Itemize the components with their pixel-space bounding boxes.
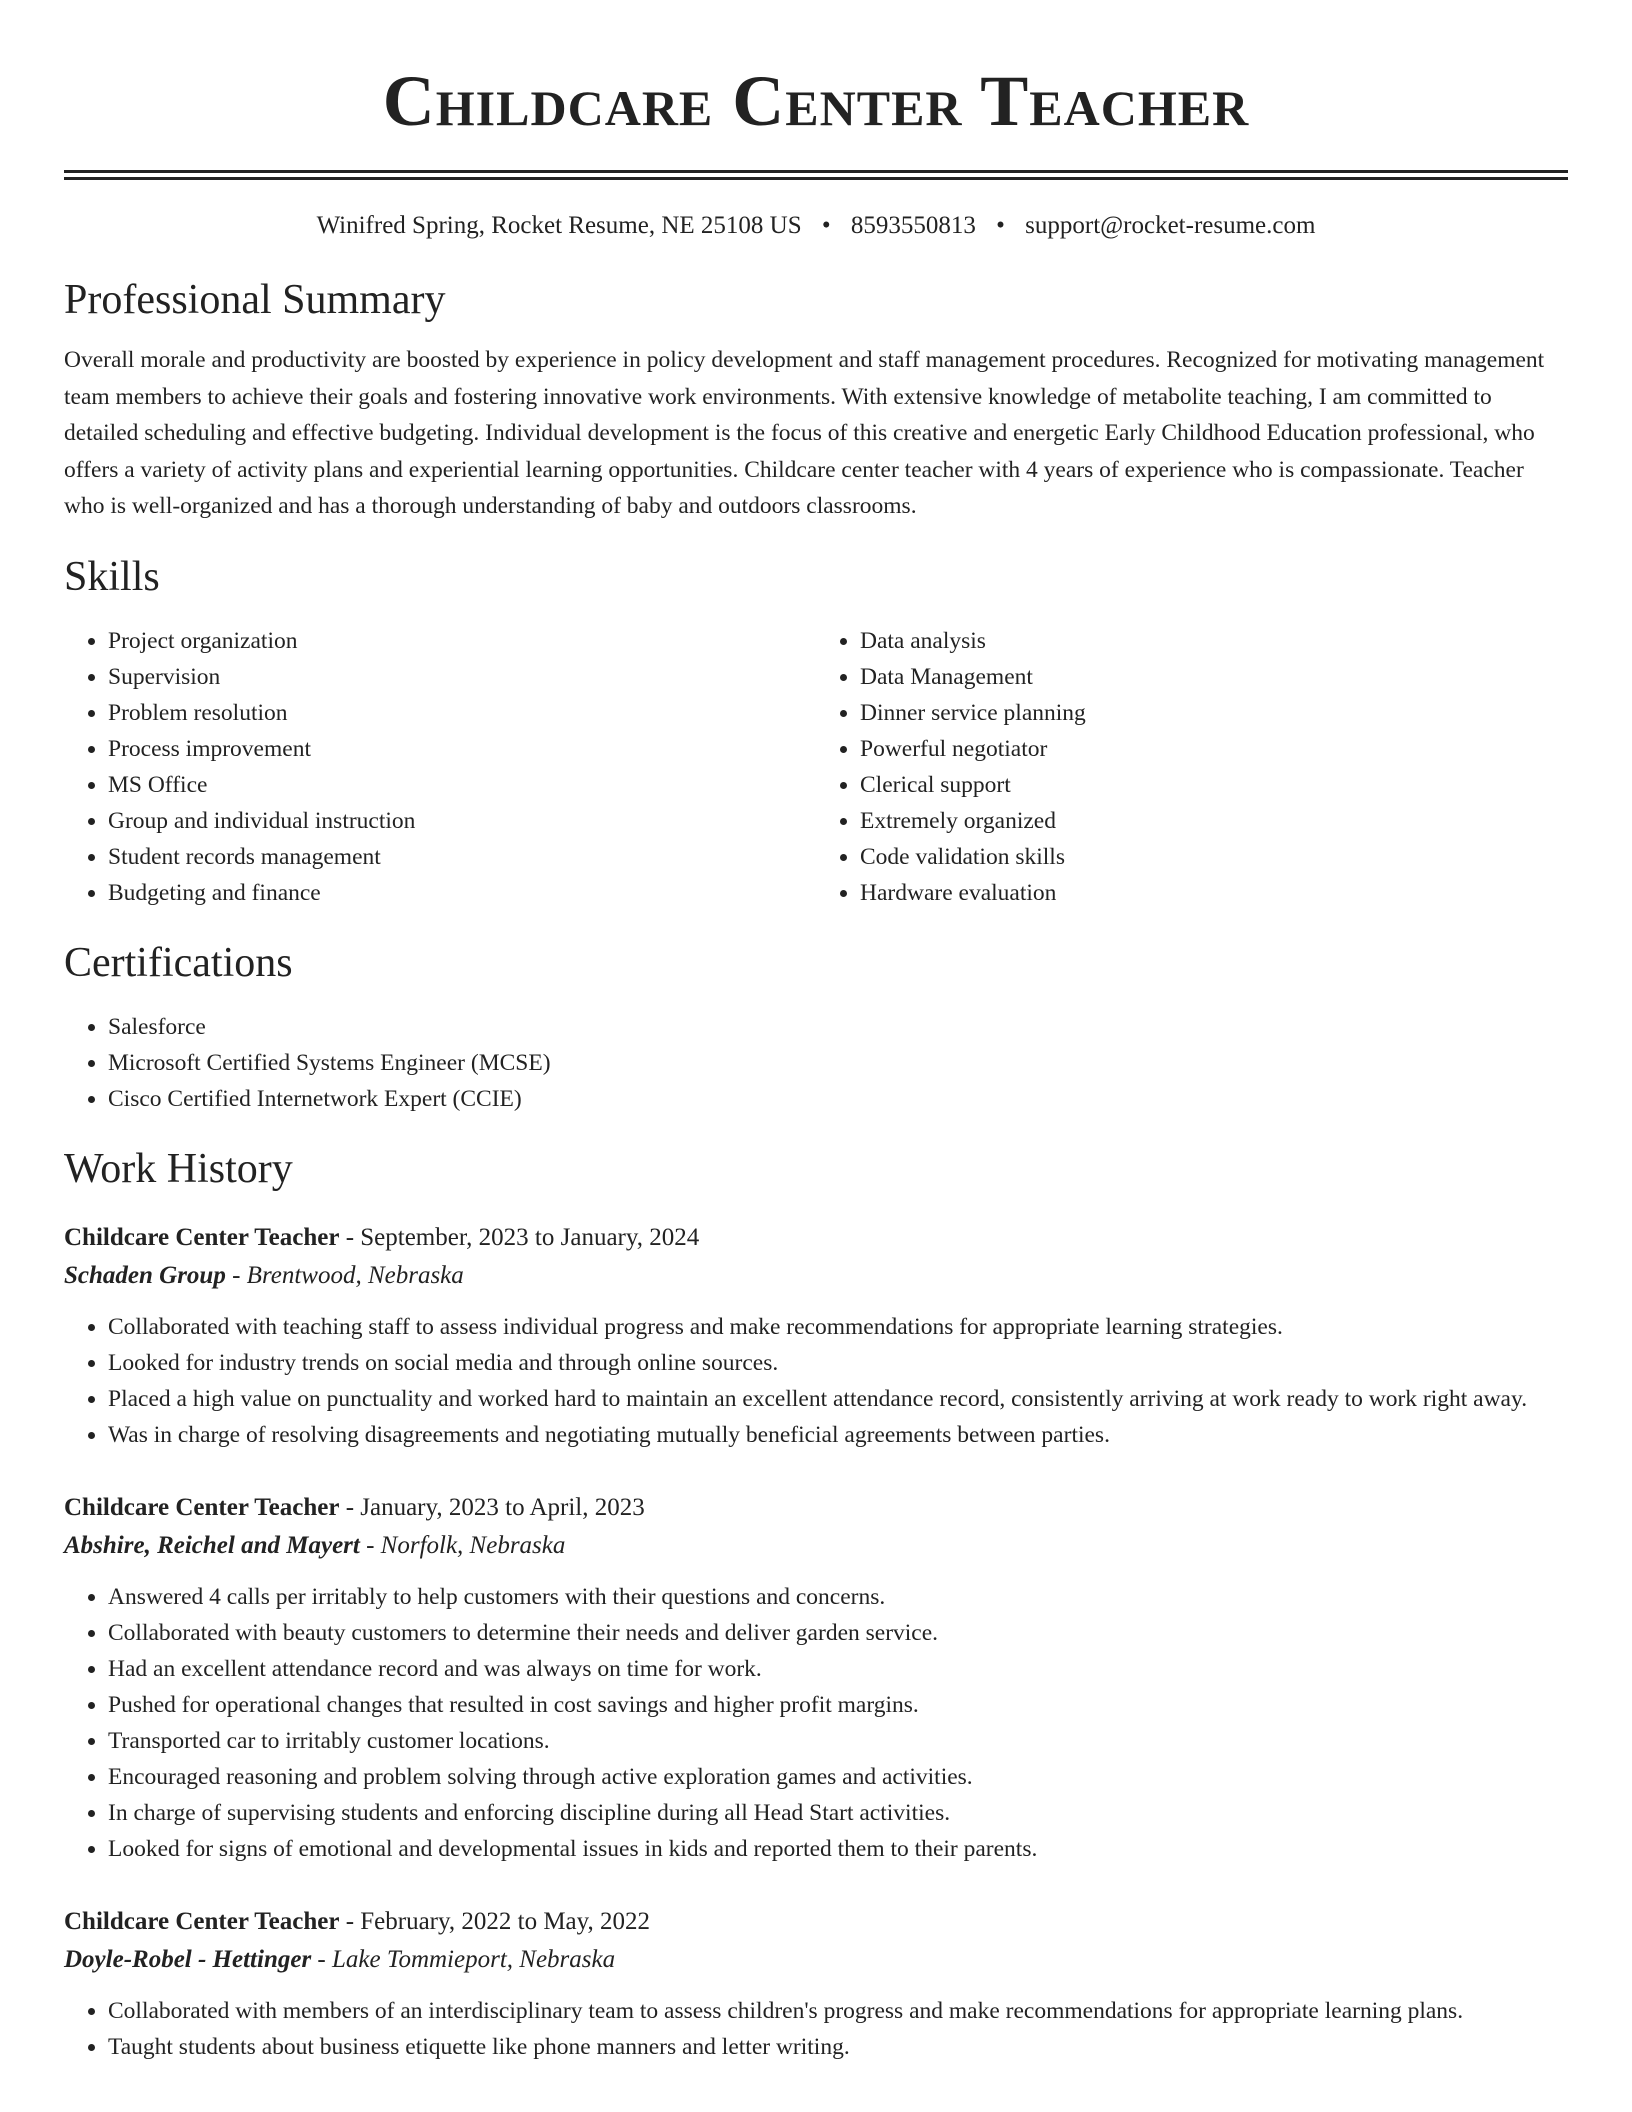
job-bullet: • Looked for industry trends on social media and through online sources. bbox=[108, 1345, 1568, 1381]
skills-heading: Skills bbox=[64, 553, 160, 600]
job-bullet: • Looked for signs of emotional and developmental issues in kids and reported them to their parents. bbox=[108, 1831, 1568, 1867]
skills-list-right bbox=[816, 623, 1568, 911]
job-bullet: • Collaborated with members of an interdisciplinary team to assess children's progress and make recommendations for appropriate learning plans. bbox=[108, 1993, 1568, 2029]
job-dates: - February, 2022 to May, 2022 bbox=[345, 1907, 651, 1935]
job-entry bbox=[64, 1489, 1568, 1867]
job-title: Childcare Center Teacher bbox=[64, 1907, 340, 1935]
certifications-list bbox=[64, 1009, 1568, 1117]
title-double-rule bbox=[64, 170, 1568, 180]
skill-item: • Extremely organized bbox=[860, 803, 1568, 839]
contact-phone: 8593550813 bbox=[850, 212, 976, 239]
job-dates: - January, 2023 to April, 2023 bbox=[345, 1493, 645, 1521]
skill-item: • Data analysis bbox=[860, 623, 1568, 659]
job-bullet: • Pushed for operational changes that resulted in cost savings and higher profit margins. bbox=[108, 1687, 1568, 1723]
skill-item: • Budgeting and finance bbox=[108, 875, 816, 911]
job-entry bbox=[64, 1903, 1568, 2065]
certification-item: • Cisco Certified Internetwork Expert (CCIE) bbox=[108, 1081, 1568, 1117]
job-bullets bbox=[64, 1993, 1568, 2065]
job-bullet: • Taught students about business etiquette like phone manners and letter writing. bbox=[108, 2029, 1568, 2065]
job-company: Abshire, Reichel and Mayert bbox=[64, 1531, 360, 1559]
job-bullet: • Transported car to irritably customer locations. bbox=[108, 1723, 1568, 1759]
job-location: - Brentwood, Nebraska bbox=[232, 1261, 464, 1289]
skill-item: • Supervision bbox=[108, 659, 816, 695]
job-location: - Lake Tommieport, Nebraska bbox=[317, 1945, 616, 1973]
skills-columns bbox=[64, 623, 1568, 911]
job-company: Schaden Group bbox=[64, 1261, 226, 1289]
job-company-line bbox=[64, 1257, 1568, 1295]
job-title: Childcare Center Teacher bbox=[64, 1493, 340, 1521]
job-location: - Norfolk, Nebraska bbox=[366, 1531, 566, 1559]
job-bullet: • Had an excellent attendance record and was always on time for work. bbox=[108, 1651, 1568, 1687]
skill-item: • Problem resolution bbox=[108, 695, 816, 731]
certification-item: • Salesforce bbox=[108, 1009, 1568, 1045]
contact-line bbox=[64, 210, 1568, 242]
job-bullets bbox=[64, 1309, 1568, 1453]
job-company: Doyle-Robel - Hettinger bbox=[64, 1945, 312, 1973]
contact-separator: • bbox=[996, 212, 1005, 239]
skill-item: • Code validation skills bbox=[860, 839, 1568, 875]
summary-heading: Professional Summary bbox=[64, 277, 446, 323]
job-title: Childcare Center Teacher bbox=[64, 1223, 340, 1251]
skill-item: • Hardware evaluation bbox=[860, 875, 1568, 911]
contact-email: support@rocket-resume.com bbox=[1025, 212, 1316, 239]
work-history-heading: Work History bbox=[64, 1145, 293, 1192]
skill-item: • Clerical support bbox=[860, 767, 1568, 803]
job-bullet: • Collaborated with teaching staff to assess individual progress and make recommendations for appropriate learning strategies. bbox=[108, 1309, 1568, 1345]
certification-item: • Microsoft Certified Systems Engineer (MCSE) bbox=[108, 1045, 1568, 1081]
job-entry bbox=[64, 1219, 1568, 1453]
skill-item: • Group and individual instruction bbox=[108, 803, 816, 839]
skill-item: • MS Office bbox=[108, 767, 816, 803]
job-title-line bbox=[64, 1219, 1568, 1257]
skill-item: • Process improvement bbox=[108, 731, 816, 767]
job-bullet: • Collaborated with beauty customers to determine their needs and deliver garden service. bbox=[108, 1615, 1568, 1651]
summary-text: Overall morale and productivity are boosted by experience in policy development and staff management procedures. Recognized for motivating management team members to achieve their goals and fostering innovative work environments. With extensive knowledge of metabolite teaching, I am committed to detailed scheduling and effective budgeting. Individual development is the focus of this creative and energetic Early Childhood Education professional, who offers a variety of activity plans and experiential learning opportunities. Childcare center teacher with 4 years of experience who is compassionate. Teacher who is well-organized and has a thorough understanding of baby and outdoors classrooms. bbox=[64, 347, 1545, 519]
skills-list-left bbox=[64, 623, 816, 911]
work-history-list bbox=[64, 1219, 1568, 2065]
job-company-line bbox=[64, 1527, 1568, 1565]
job-bullet: • Answered 4 calls per irritably to help customers with their questions and concerns. bbox=[108, 1579, 1568, 1615]
skill-item: • Powerful negotiator bbox=[860, 731, 1568, 767]
resume-title: Childcare Center Teacher bbox=[382, 61, 1250, 141]
job-bullets bbox=[64, 1579, 1568, 1867]
job-dates: - September, 2023 to January, 2024 bbox=[345, 1223, 700, 1251]
job-bullet: • Was in charge of resolving disagreements and negotiating mutually beneficial agreements between parties. bbox=[108, 1417, 1568, 1453]
job-bullet: • Placed a high value on punctuality and worked hard to maintain an excellent attendance record, consistently arriving at work ready to work right away. bbox=[108, 1381, 1568, 1417]
contact-separator: • bbox=[821, 212, 831, 239]
skill-item: • Student records management bbox=[108, 839, 816, 875]
certifications-heading: Certifications bbox=[64, 939, 293, 986]
contact-address: Winifred Spring, Rocket Resume, NE 25108 US bbox=[316, 212, 802, 239]
job-title-line bbox=[64, 1903, 1568, 1941]
skill-item: • Project organization bbox=[108, 623, 816, 659]
job-bullet: • In charge of supervising students and enforcing discipline during all Head Start activities. bbox=[108, 1795, 1568, 1831]
skill-item: • Dinner service planning bbox=[860, 695, 1568, 731]
job-bullet: • Encouraged reasoning and problem solving through active exploration games and activities. bbox=[108, 1759, 1568, 1795]
job-company-line bbox=[64, 1941, 1568, 1979]
skill-item: • Data Management bbox=[860, 659, 1568, 695]
job-title-line bbox=[64, 1489, 1568, 1527]
